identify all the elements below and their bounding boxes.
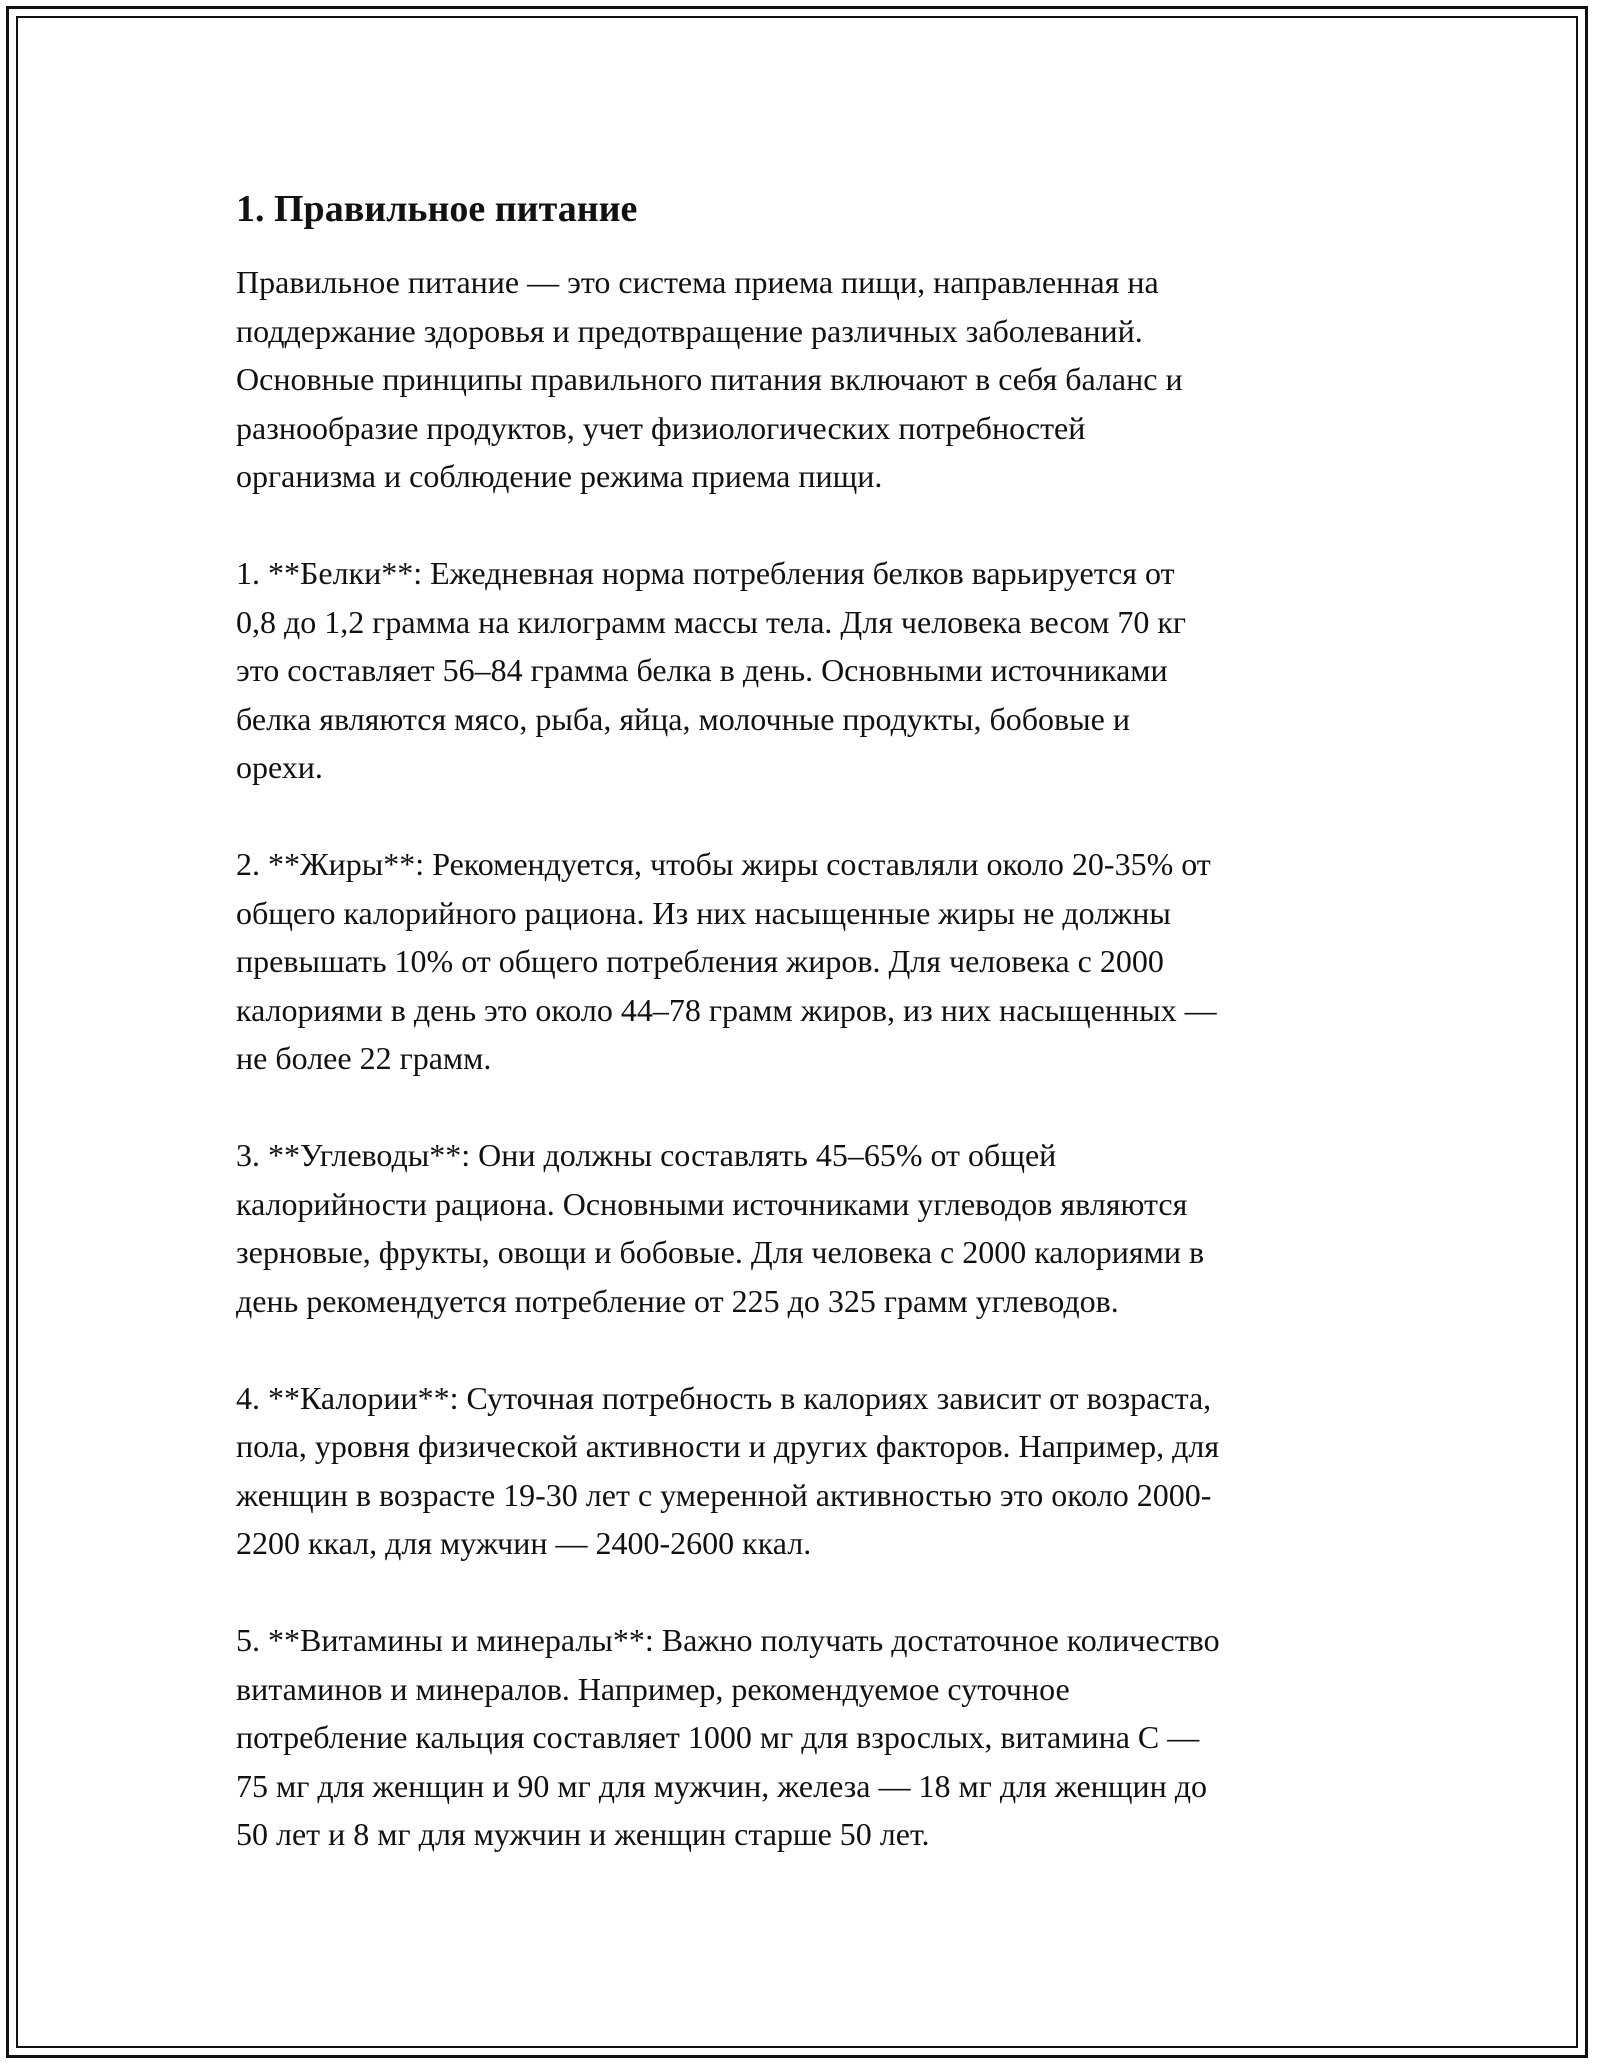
text-line: потребление кальция составляет 1000 мг для взрослых, витамина C —: [236, 1719, 1200, 1755]
text-line: 1. **Белки**: Ежедневная норма потребления белков варьируется от: [236, 555, 1175, 591]
text-line: 50 лет и 8 мг для мужчин и женщин старше 50 лет.: [236, 1816, 930, 1852]
text-line: 75 мг для женщин и 90 мг для мужчин, железа — 18 мг для женщин до: [236, 1767, 1208, 1804]
text-line: Основные принципы правильного питания включают в себя баланс и: [236, 361, 1183, 397]
text-line: калорийности рациона. Основными источниками углеводов являются: [236, 1185, 1188, 1222]
text-line: это составляет 56–84 грамма белка в день. Основными источниками: [236, 652, 1168, 688]
text-line: 3. **Углеводы**: Они должны составлять 45–65% от общей: [236, 1137, 1057, 1173]
text-line: калориями в день это около 44–78 грамм жиров, из них насыщенных —: [236, 991, 1217, 1028]
text-line: зерновые, фрукты, овощи и бобовые. Для человека с 2000 калориями в: [236, 1234, 1205, 1270]
text-line: Правильное питание — это система приема пищи, направленная на: [236, 264, 1159, 300]
text-line: пола, уровня физической активности и других факторов. Например, для: [236, 1428, 1220, 1464]
text-line: не более 22 грамм.: [236, 1040, 492, 1076]
carbohydrates-paragraph: [236, 1131, 1396, 1325]
text-line: орехи.: [236, 749, 323, 785]
text-line: организма и соблюдение режима приема пищи.: [236, 458, 883, 494]
text-line: поддержание здоровья и предотвращение различных заболеваний.: [236, 312, 1143, 349]
document-body: [236, 186, 1396, 1907]
text-line: белка являются мясо, рыба, яйца, молочные продукты, бобовые и: [236, 700, 1130, 737]
text-line: женщин в возрасте 19-30 лет с умеренной активностью это около 2000-: [236, 1476, 1212, 1513]
intro-paragraph: [236, 258, 1396, 501]
calories-paragraph: [236, 1374, 1396, 1568]
vitamins-minerals-paragraph: [236, 1616, 1396, 1859]
text-line: день рекомендуется потребление от 225 до 325 грамм углеводов.: [236, 1282, 1119, 1319]
text-line: 0,8 до 1,2 грамма на килограмм массы тела. Для человека весом 70 кг: [236, 603, 1186, 640]
text-line: 2200 ккал, для мужчин — 2400-2600 ккал.: [236, 1525, 812, 1561]
fats-paragraph: [236, 840, 1396, 1083]
text-line: превышать 10% от общего потребления жиров. Для человека с 2000: [236, 943, 1164, 979]
text-line: общего калорийного рациона. Из них насыщенные жиры не должны: [236, 894, 1171, 931]
proteins-paragraph: [236, 549, 1396, 792]
text-line: 5. **Витамины и минералы**: Важно получать достаточное количество: [236, 1622, 1220, 1658]
section-heading: 1. Правильное питание: [236, 188, 638, 230]
text-line: 2. **Жиры**: Рекомендуется, чтобы жиры составляли около 20-35% от: [236, 846, 1211, 882]
text-line: витаминов и минералов. Например, рекомендуемое суточное: [236, 1670, 1070, 1707]
text-line: 4. **Калории**: Суточная потребность в калориях зависит от возраста,: [236, 1379, 1212, 1416]
text-line: разнообразие продуктов, учет физиологических потребностей: [236, 409, 1086, 446]
